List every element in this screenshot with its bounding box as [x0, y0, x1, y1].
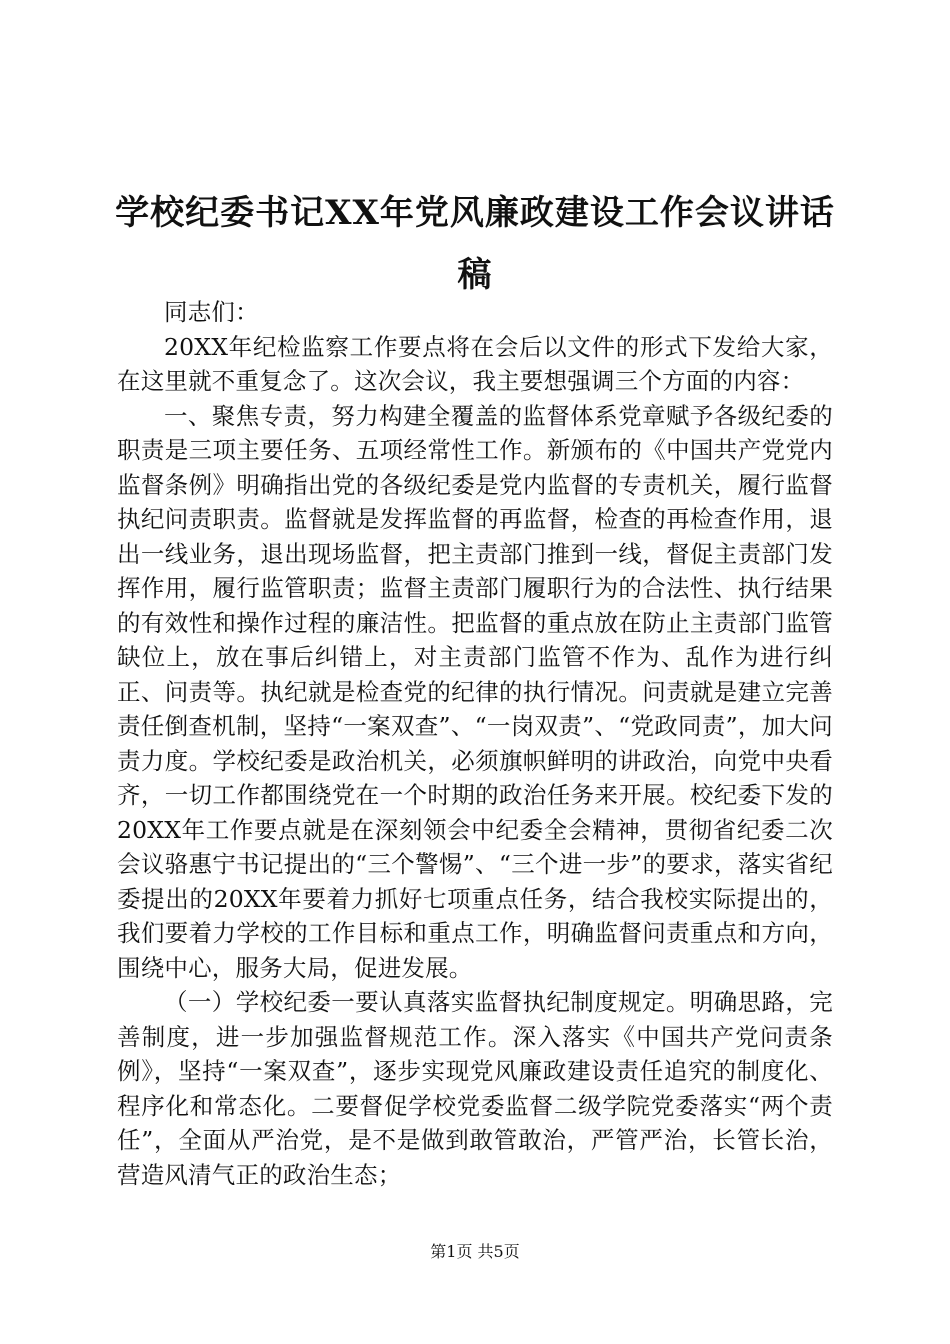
page-number-footer: 第1页 共5页	[430, 1242, 520, 1261]
paragraph-subsection-one: （一）学校纪委一要认真落实监督执纪制度规定。明确思路，完善制度，进一步加强监督规范工作。深入落实《中国共产党问责条例》，坚持“一案双查”，逐步实现党风廉政建设责任追究的制度化、程序化和常态化。二要督促学校党委监督二级学院党委落实“两个责任”，全面从严治党，是不是做到敢管敢治，严管严治，长管长治，营造风清气正的政治生态；	[117, 988, 833, 1189]
document-body	[117, 295, 833, 1192]
salutation: 同志们：	[164, 298, 259, 326]
document-title: 学校纪委书记XX年党风廉政建设工作会议讲话稿	[115, 193, 835, 295]
paragraph-intro: 20XX年纪检监察工作要点将在会后以文件的形式下发给大家，在这里就不重复念了。这次会议，我主要想强调三个方面的内容：	[117, 332, 833, 395]
paragraph-section-one: 一、聚焦专责，努力构建全覆盖的监督体系党章赋予各级纪委的职责是三项主要任务、五项经常性工作。新颁布的《中国共产党党内监督条例》明确指出党的各级纪委是党内监督的专责机关，履行监督执纪问责职责。监督就是发挥监督的再监督，检查的再检查作用，退出一线业务，退出现场监督，把主责部门推到一线，督促主责部门发挥作用，履行监管职责；监督主责部门履职行为的合法性、执行结果的有效性和操作过程的廉洁性。把监督的重点放在防止主责部门监管缺位上，放在事后纠错上，对主责部门监管不作为、乱作为进行纠正、问责等。执纪就是检查党的纪律的执行情况。问责就是建立完善责任倒查机制，坚持“一案双查”、“一岗双责”、“党政同责”，加大问责力度。学校纪委是政治机关，必须旗帜鲜明的讲政治，向党中央看齐，一切工作都围绕党在一个时期的政治任务来开展。校纪委下发的20XX年工作要点就是在深刻领会中纪委全会精神，贯彻省纪委二次会议骆惠宁书记提出的“三个警惕”、“三个进一步”的要求，落实省纪委提出的20XX年要着力抓好七项重点任务，结合我校实际提出的，我们要着力学校的工作目标和重点工作，明确监督问责重点和方向，围绕中心，服务大局，促进发展。	[117, 401, 833, 982]
